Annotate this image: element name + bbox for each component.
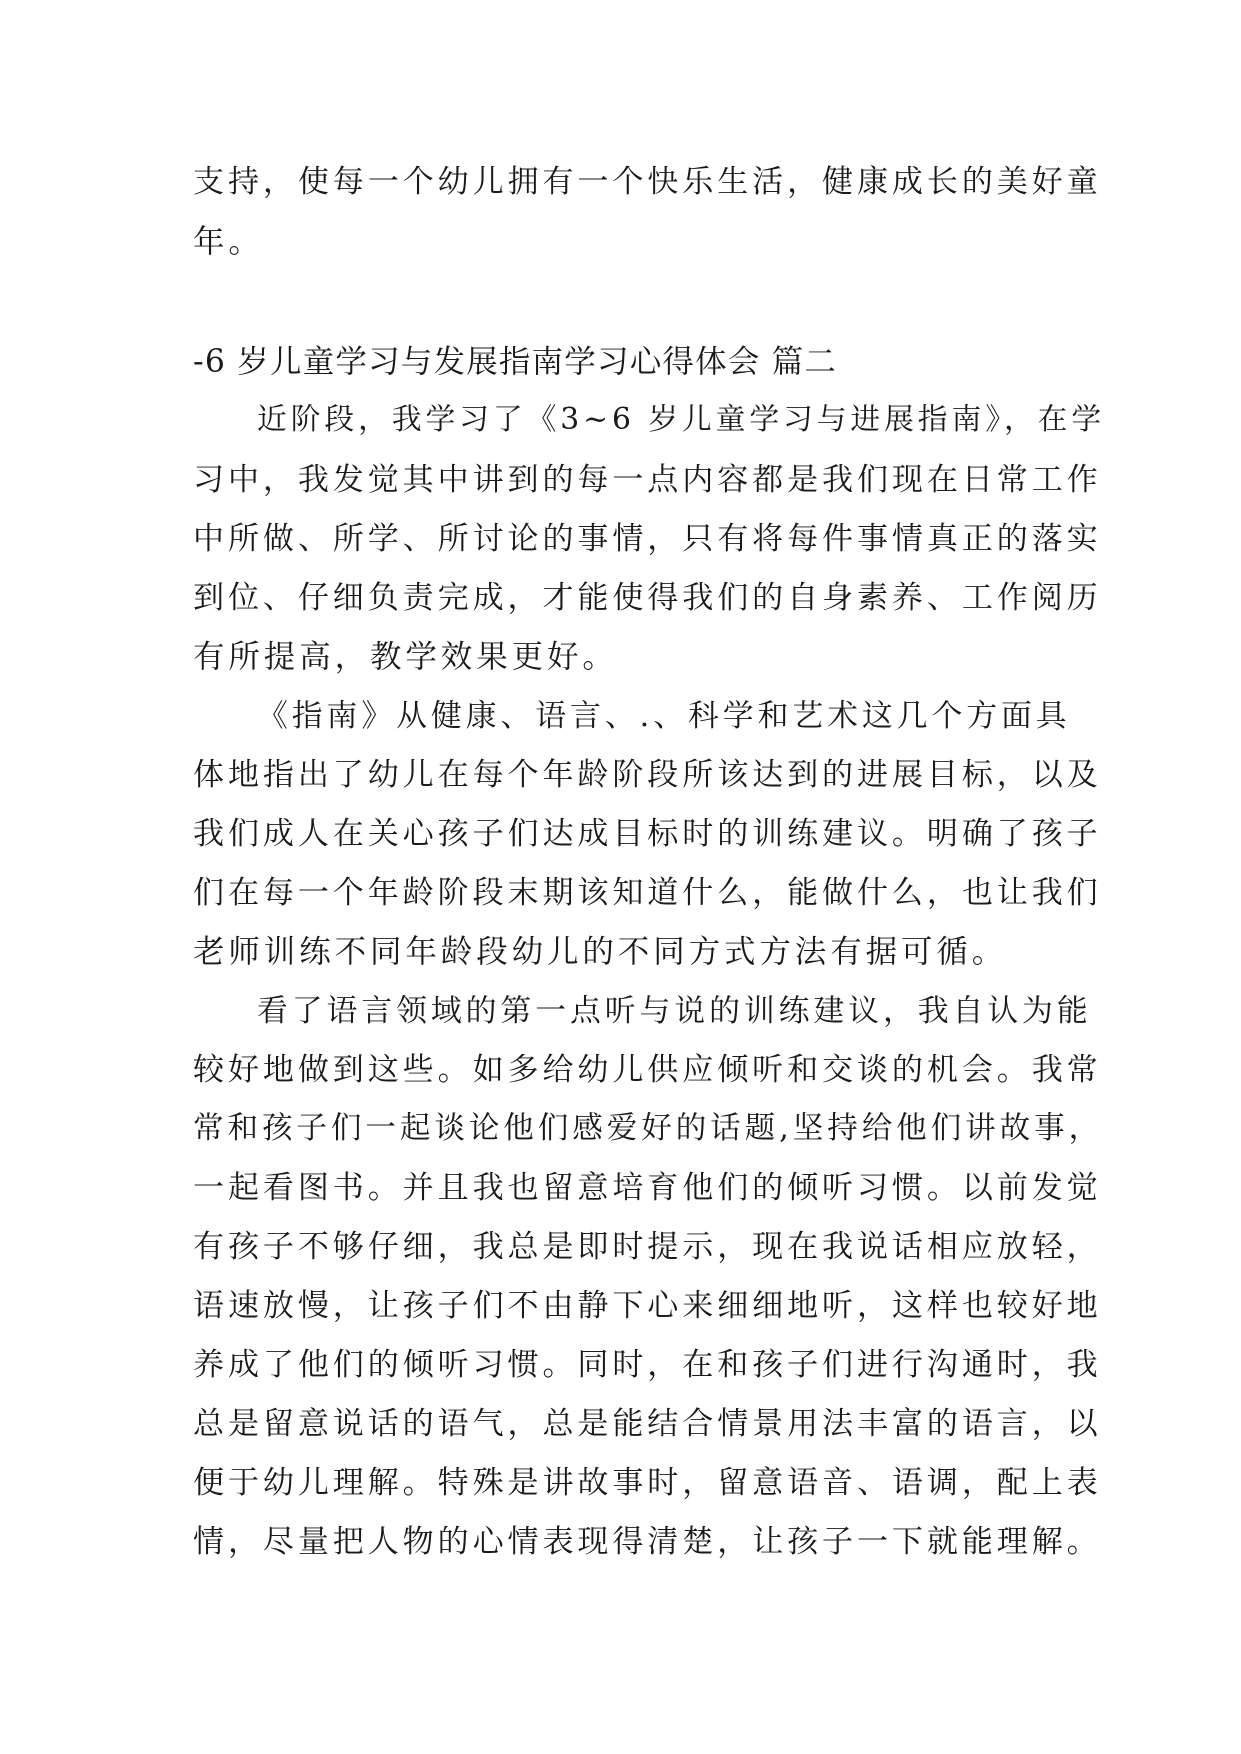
text-line: 常和孩子们一起谈论他们感爱好的话题,坚持给他们讲故事， [193,1111,1104,1146]
text-line: 体地指出了幼儿在每个年龄阶段所该达到的进展目标，以及 [193,757,1102,793]
text-line: 看了语言领域的第一点听与说的训练建议，我自认为能 [257,993,1092,1029]
text-line: 支持，使每一个幼儿拥有一个快乐生活，健康成长的美好童 [193,164,1102,200]
text-line: 便于幼儿理解。特殊是讲故事时，留意语音、语调，配上表 [193,1465,1102,1501]
text-line: 养成了他们的倾听习惯。同时，在和孩子们进行沟通时，我 [193,1347,1102,1383]
text-line: 习中，我发觉其中讲到的每一点内容都是我们现在日常工作 [193,462,1102,498]
text-line: 有所提高，教学效果更好。 [193,639,618,675]
section-heading: -6 岁儿童学习与发展指南学习心得体会 篇二 [193,344,838,380]
text-line: 年。 [193,224,264,260]
text-line: 语速放慢，让孩子们不由静下心来细细地听，这样也较好地 [193,1288,1102,1324]
text-line: 老师训练不同年龄段幼儿的不同方式方法有据可循。 [193,934,1008,970]
text-line: 一起看图书。并且我也留意培育他们的倾听习惯。以前发觉 [193,1170,1102,1206]
text-line: 总是留意说话的语气，总是能结合情景用法丰富的语言，以 [193,1406,1102,1442]
text-line: 近阶段，我学习了《3~6 岁儿童学习与进展指南》，在学 [257,402,1106,437]
text-line: 到位、仔细负责完成，才能使得我们的自身素养、工作阅历 [193,580,1102,616]
text-line: 《指南》从健康、语言、.、科学和艺术这几个方面具 [257,698,1071,734]
text-line: 有孩子不够仔细，我总是即时提示，现在我说话相应放轻， [193,1229,1102,1265]
text-line: 情，尽量把人物的心情表现得清楚，让孩子一下就能理解。 [193,1524,1102,1560]
text-line: 较好地做到这些。如多给幼儿供应倾听和交谈的机会。我常 [193,1052,1102,1088]
text-line: 我们成人在关心孩子们达成目标时的训练建议。明确了孩子 [193,816,1102,852]
text-line: 们在每一个年龄阶段末期该知道什么，能做什么，也让我们 [193,875,1102,911]
text-line: 中所做、所学、所讨论的事情，只有将每件事情真正的落实 [193,521,1102,557]
